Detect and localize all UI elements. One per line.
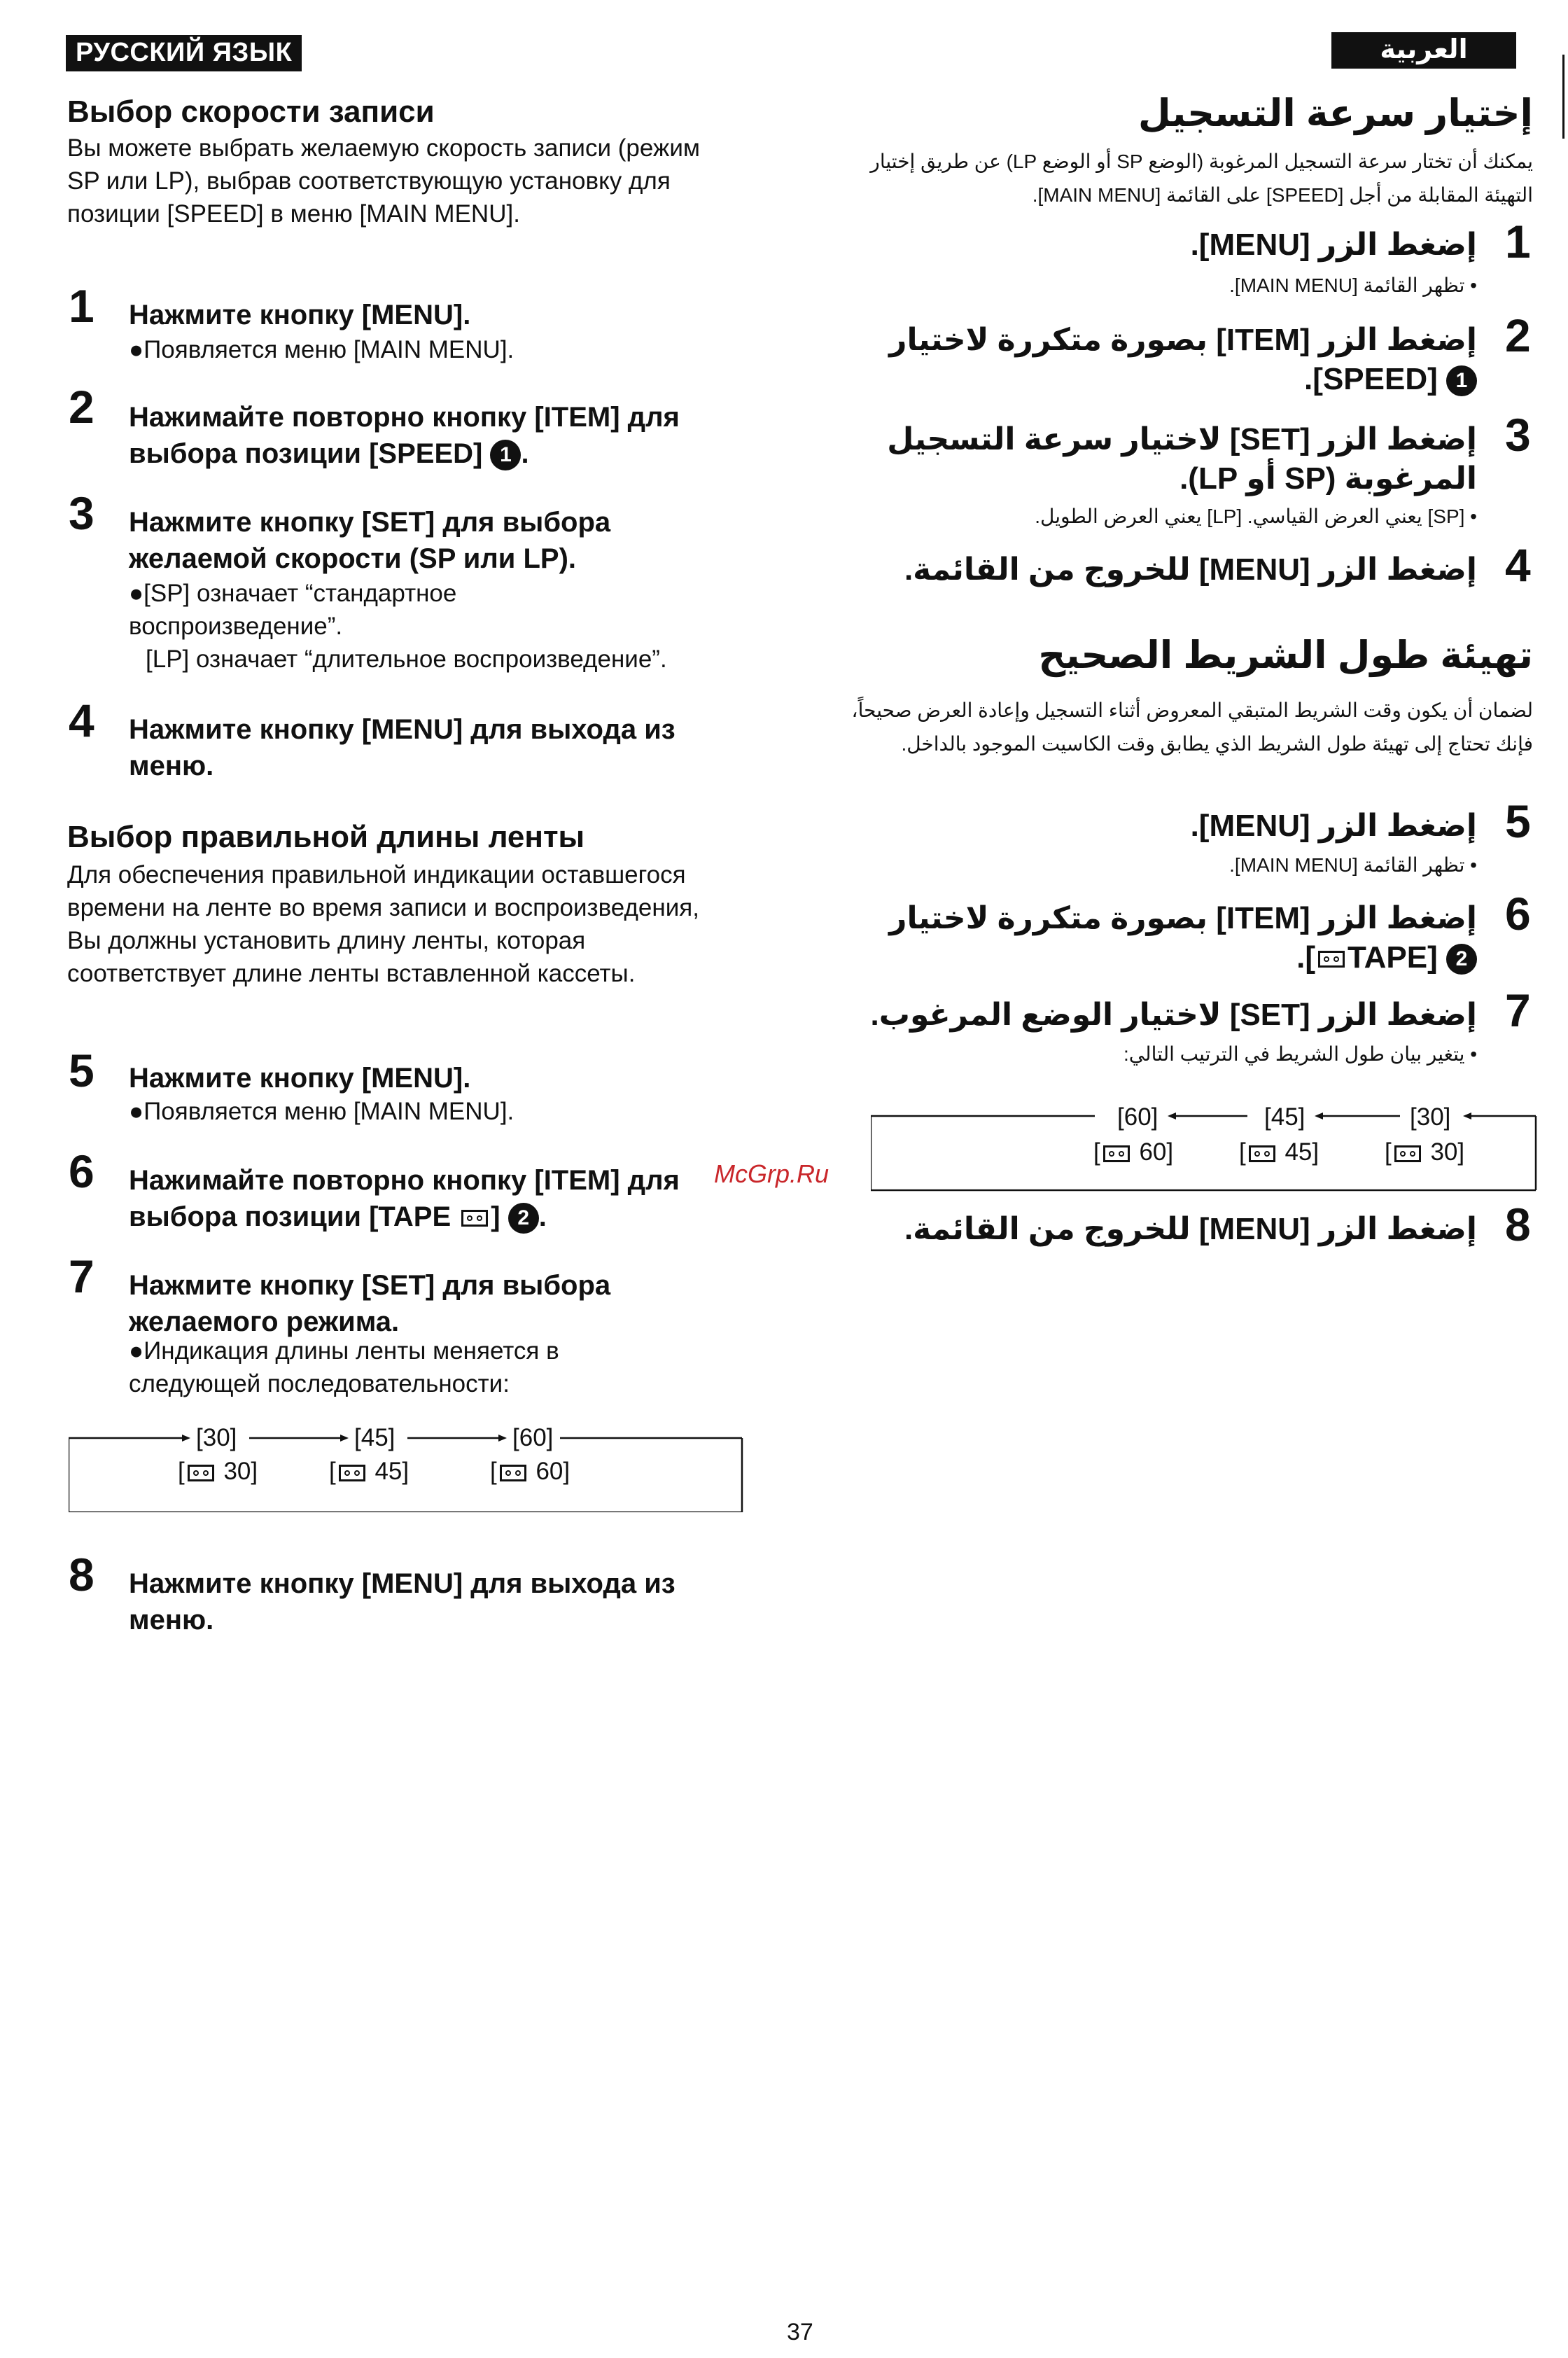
cycle-display: [ 60] — [1093, 1138, 1174, 1166]
step-text: Нажмите кнопку [MENU]. — [129, 1063, 471, 1094]
step-note: ●Индикация длины ленты меняется в следующей последовательности: — [129, 1337, 559, 1397]
section-intro-recording-speed: Вы можете выбрать желаемую скорость записи (режим SP или LP), выбрав соответствующую установку для позиции [SPEED] в меню [MAIN MENU]. — [67, 134, 700, 228]
cassette-icon — [461, 1210, 488, 1227]
cycle-label: [60] — [1117, 1103, 1158, 1131]
step-number: 4 — [69, 695, 94, 746]
step-number: 2 — [69, 381, 94, 433]
callout-number-icon: 2 — [508, 1203, 539, 1234]
section-title-recording-speed: Выбор скорости записи — [67, 95, 435, 129]
step-text: إضغط الزر [MENU] للخروج من القائمة. — [904, 1212, 1477, 1246]
step-number: 5 — [69, 1045, 94, 1096]
step-note: ●Появляется меню [MAIN MENU]. — [129, 1098, 514, 1125]
step-text — [129, 1162, 759, 1235]
step-text-bracket: ] — [1305, 940, 1316, 975]
step-text-end: . — [1304, 362, 1313, 396]
step-number: 8 — [69, 1549, 94, 1600]
section-intro-line: التهيئة المقابلة من أجل [SPEED] على القائمة [MAIN MENU]. — [1032, 184, 1533, 206]
step-text-main: Нажимайте повторно кнопку [ITEM] для выбора позиции [SPEED] — [129, 402, 680, 469]
tape-length-cycle-diagram — [69, 1424, 743, 1512]
watermark: McGrp.Ru — [714, 1159, 830, 1188]
section-title-tape-length-arabic: تهيئة طول الشريط الصحيح — [1038, 634, 1533, 676]
step-number: 7 — [69, 1250, 94, 1302]
cycle-label: [45] — [354, 1424, 396, 1451]
step-text: Нажмите кнопку [SET] для выбора желаемой скорости (SP или LP). — [129, 507, 611, 574]
step-number: 4 — [1505, 539, 1531, 591]
step-text-end: . — [538, 1201, 547, 1232]
step-number: 3 — [1505, 409, 1531, 461]
cycle-label: [45] — [1264, 1103, 1306, 1131]
step-text-continued — [840, 360, 1477, 399]
cycle-display: [ 30] — [178, 1458, 258, 1485]
cycle-display: [ 45] — [1239, 1138, 1320, 1166]
step-number: 8 — [1505, 1199, 1531, 1250]
section-intro-line: يمكنك أن تختار سرعة التسجيل المرغوبة (الوضع SP أو الوضع LP) عن طريق إختيار — [870, 151, 1533, 172]
step-note: ●Появляется меню [MAIN MENU]. — [129, 336, 514, 363]
cassette-icon — [1249, 1145, 1275, 1162]
cycle-label: [60] — [512, 1424, 554, 1451]
callout-number-icon: 1 — [490, 440, 521, 470]
cassette-icon — [1103, 1145, 1130, 1162]
cassette-icon — [188, 1465, 214, 1481]
callout-number-icon: 1 — [1446, 365, 1477, 396]
step-text-option: [TAPE — [1348, 940, 1438, 975]
section-title-tape-length: Выбор правильной длины ленты — [67, 820, 585, 854]
step-text: Нажмите кнопку [MENU] для выхода из меню. — [129, 714, 676, 781]
cycle-display: [ 30] — [1385, 1138, 1465, 1166]
step-text: إضغط الزر [MENU] للخروج من القائمة. — [904, 552, 1477, 587]
step-text-end: . — [1296, 940, 1306, 975]
cassette-icon — [1394, 1145, 1421, 1162]
step-number: 3 — [69, 487, 94, 539]
step-text-option: [SPEED] — [1312, 362, 1438, 396]
step-number: 2 — [1505, 309, 1531, 361]
step-text-continued: المرغوبة (SP أو LP). — [1180, 461, 1477, 496]
step-text-bracket: ] — [491, 1201, 500, 1232]
step-number: 5 — [1505, 795, 1531, 847]
step-text: إضغط الزر [SET] لاختيار الوضع المرغوب. — [870, 998, 1477, 1032]
step-text: Нажмите кнопку [SET] для выбора желаемого режима. — [129, 1270, 611, 1337]
language-badge-russian: РУССКИЙ ЯЗЫК — [66, 35, 302, 71]
section-title-recording-speed-arabic: إختيار سرعة التسجيل — [1138, 92, 1533, 134]
language-badge-arabic: العربية — [1331, 32, 1516, 69]
cassette-icon — [500, 1465, 526, 1481]
cassette-icon — [339, 1465, 365, 1481]
page-edge-mark — [1562, 55, 1564, 139]
step-note: • تظهر القائمة [MAIN MENU]. — [1229, 274, 1477, 296]
cycle-display: [ 45] — [329, 1458, 410, 1485]
step-text: Нажмите кнопку [MENU] для выхода из меню. — [129, 1568, 676, 1635]
step-number: 1 — [1505, 216, 1531, 267]
cycle-display: [ 60] — [490, 1458, 570, 1485]
step-text: إضغط الزر [MENU]. — [1190, 809, 1477, 843]
callout-number-icon: 2 — [1446, 944, 1477, 975]
step-number: 7 — [1505, 984, 1531, 1036]
step-note: ●[SP] означает “стандартное воспроизведение”. — [129, 580, 457, 640]
cycle-label: [30] — [1410, 1103, 1451, 1131]
step-note: • [SP] يعني العرض القياسي. [LP] يعني العرض الطويل. — [1035, 505, 1477, 527]
tape-length-cycle-diagram-arabic — [871, 1105, 1537, 1192]
step-text-main: Нажимайте повторно кнопку [ITEM] для выбора позиции [TAPE — [129, 1165, 680, 1232]
step-text: إضغط الزر [MENU]. — [1190, 228, 1477, 262]
cassette-icon — [1318, 951, 1345, 968]
step-number: 1 — [69, 280, 94, 332]
step-note: • تظهر القائمة [MAIN MENU]. — [1229, 854, 1477, 876]
page-number: 37 — [787, 2319, 813, 2345]
step-text: إضغط الزر [ITEM] بصورة متكررة لاختيار — [889, 323, 1477, 357]
section-intro-line: فإنك تحتاج إلى تهيئة طول الشريط الذي يطابق وقت الكاسيت الموجود بالداخل. — [901, 733, 1533, 755]
step-text-end: . — [521, 438, 529, 469]
step-text: Нажмите кнопку [MENU]. — [129, 300, 471, 330]
step-note: • يتغير بيان طول الشريط في الترتيب التالي: — [1123, 1043, 1477, 1065]
step-text-continued — [840, 938, 1477, 977]
step-number: 6 — [69, 1145, 94, 1197]
step-text: إضغط الزر [ITEM] بصورة متكررة لاختيار — [889, 901, 1477, 935]
step-text — [129, 399, 759, 472]
section-intro-tape-length: Для обеспечения правильной индикации оставшегося времени на ленте во время записи и воспроизведения, Вы должны установить длину ленты, которая соответствует длине ленты вставленной кассеты. — [67, 861, 699, 987]
section-intro-line: لضمان أن يكون وقت الشريط المتبقي المعروض أثناء التسجيل وإعادة العرض صحيحاً، — [851, 699, 1533, 721]
step-text: إضغط الزر [SET] لاختيار سرعة التسجيل — [887, 422, 1477, 456]
step-note-continued: [LP] означает “длительное воспроизведение”. — [146, 646, 667, 673]
cycle-label: [30] — [196, 1424, 237, 1451]
step-number: 6 — [1505, 888, 1531, 940]
